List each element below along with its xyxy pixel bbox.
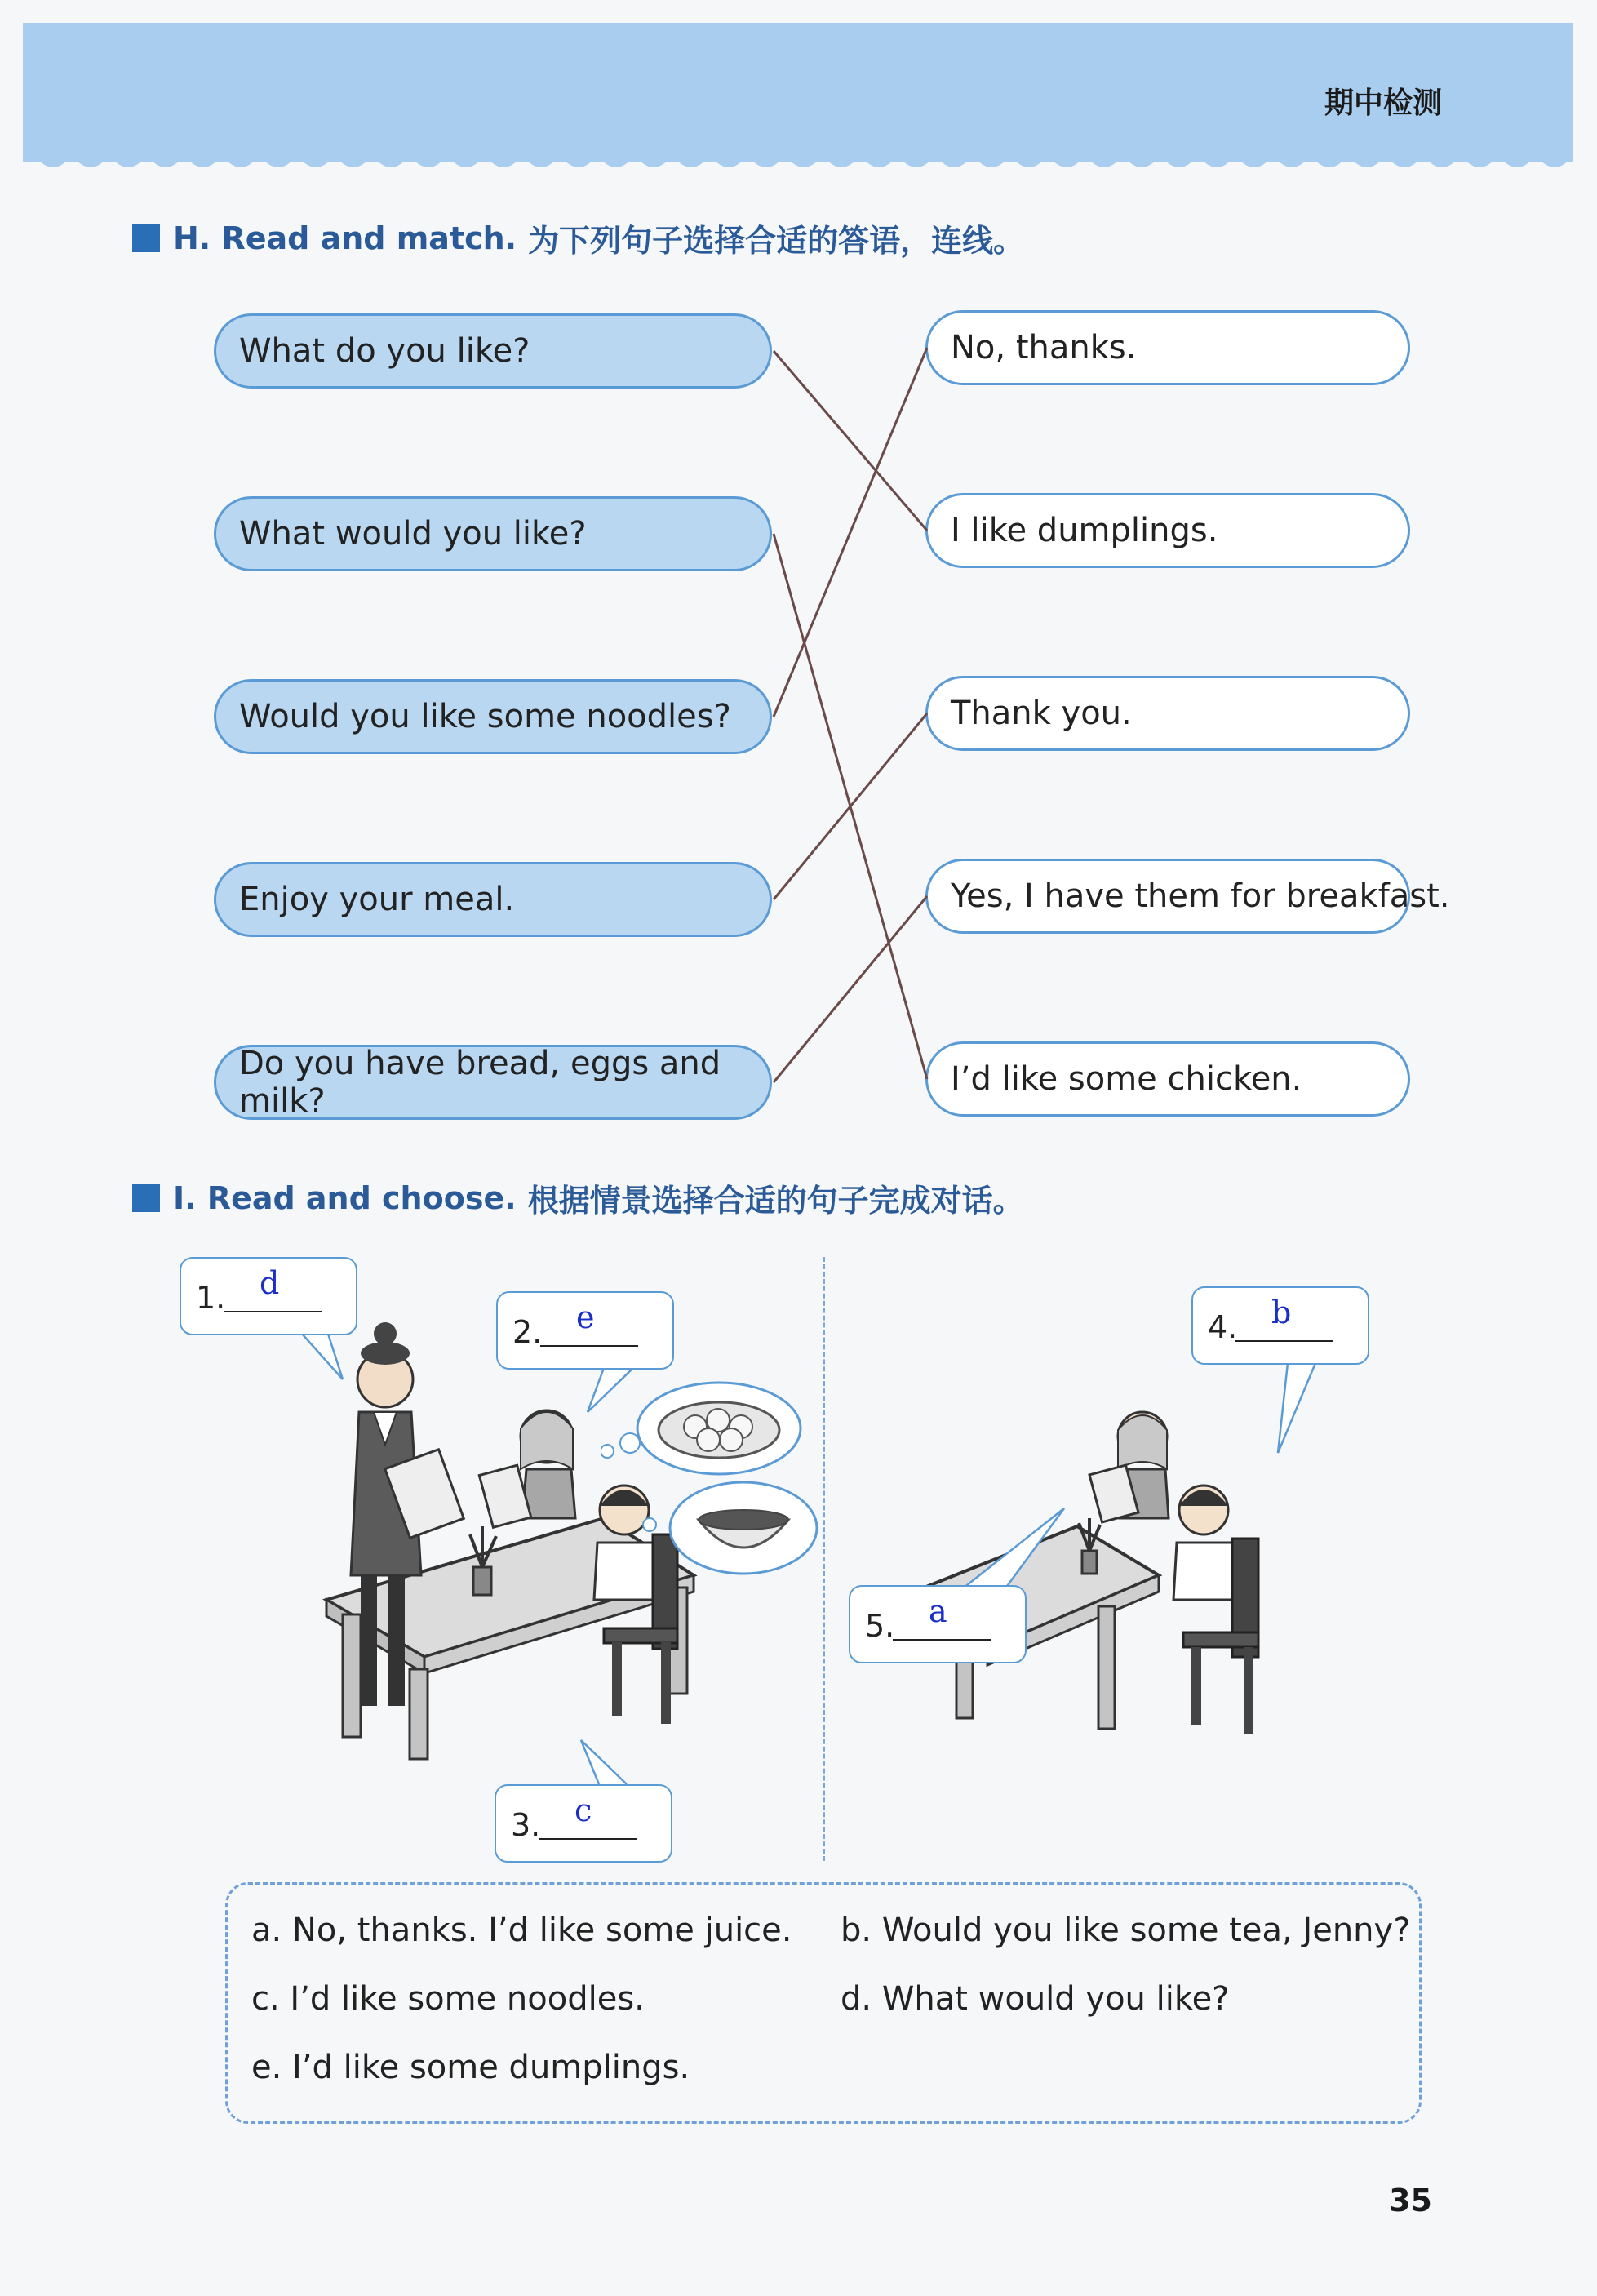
answer-bubble-1[interactable] [180, 1257, 357, 1335]
header-title: 期中检测 [1324, 87, 1442, 120]
question-pill-1[interactable]: What do you like? [214, 313, 772, 389]
bubble-number: 1. [196, 1280, 226, 1316]
answer-pill-3[interactable]: Thank you. [925, 676, 1410, 751]
answer-letter: b [1271, 1295, 1292, 1330]
answer-blank [224, 1311, 322, 1312]
answer-bubble-5[interactable] [849, 1585, 1027, 1663]
answer-blank [540, 1345, 638, 1347]
question-pill-5[interactable]: Do you have bread, eggs and milk? [214, 1045, 772, 1120]
option-c: c. I’d like some noodles. [251, 1980, 645, 2018]
section-i-label: I. Read and choose. [173, 1179, 517, 1216]
question-pill-4[interactable]: Enjoy your meal. [214, 862, 772, 937]
answer-blank [1235, 1340, 1333, 1342]
bubble-number: 2. [512, 1314, 543, 1350]
page-number: 35 [1389, 2183, 1432, 2218]
option-a: a. No, thanks. I’d like some juice. [251, 1912, 792, 1949]
answer-bubble-3[interactable] [495, 1784, 672, 1863]
answer-bubble-2[interactable] [496, 1291, 674, 1370]
answer-pill-5[interactable]: I’d like some chicken. [925, 1041, 1410, 1117]
section-h-instruction: 为下列句子选择合适的答语，连线。 [528, 222, 1025, 259]
answer-letter: d [260, 1265, 280, 1301]
answer-bubble-4[interactable] [1191, 1286, 1369, 1365]
answer-letter: c [574, 1792, 592, 1828]
bubble-number: 5. [865, 1608, 895, 1644]
bubble-number: 4. [1208, 1309, 1238, 1345]
option-e: e. I’d like some dumplings. [251, 2049, 690, 2086]
answer-pill-1[interactable]: No, thanks. [925, 310, 1410, 385]
answer-blank [539, 1838, 637, 1840]
question-pill-2[interactable]: What would you like? [214, 496, 772, 571]
bubble-number: 3. [511, 1807, 541, 1843]
answer-letter: e [576, 1299, 595, 1335]
option-b: b. Would you like some tea, Jenny? [841, 1912, 1411, 1949]
answer-pill-4[interactable]: Yes, I have them for breakfast. [925, 859, 1410, 934]
answer-blank [893, 1639, 991, 1641]
section-h-label: H. Read and match. [173, 220, 517, 256]
answer-pill-2[interactable]: I like dumplings. [925, 493, 1410, 568]
answer-letter: a [929, 1593, 947, 1629]
option-d: d. What would you like? [841, 1980, 1230, 2018]
section-i-instruction: 根据情景选择合适的句子完成对话。 [527, 1182, 1024, 1219]
question-pill-3[interactable]: Would you like some noodles? [214, 679, 772, 754]
